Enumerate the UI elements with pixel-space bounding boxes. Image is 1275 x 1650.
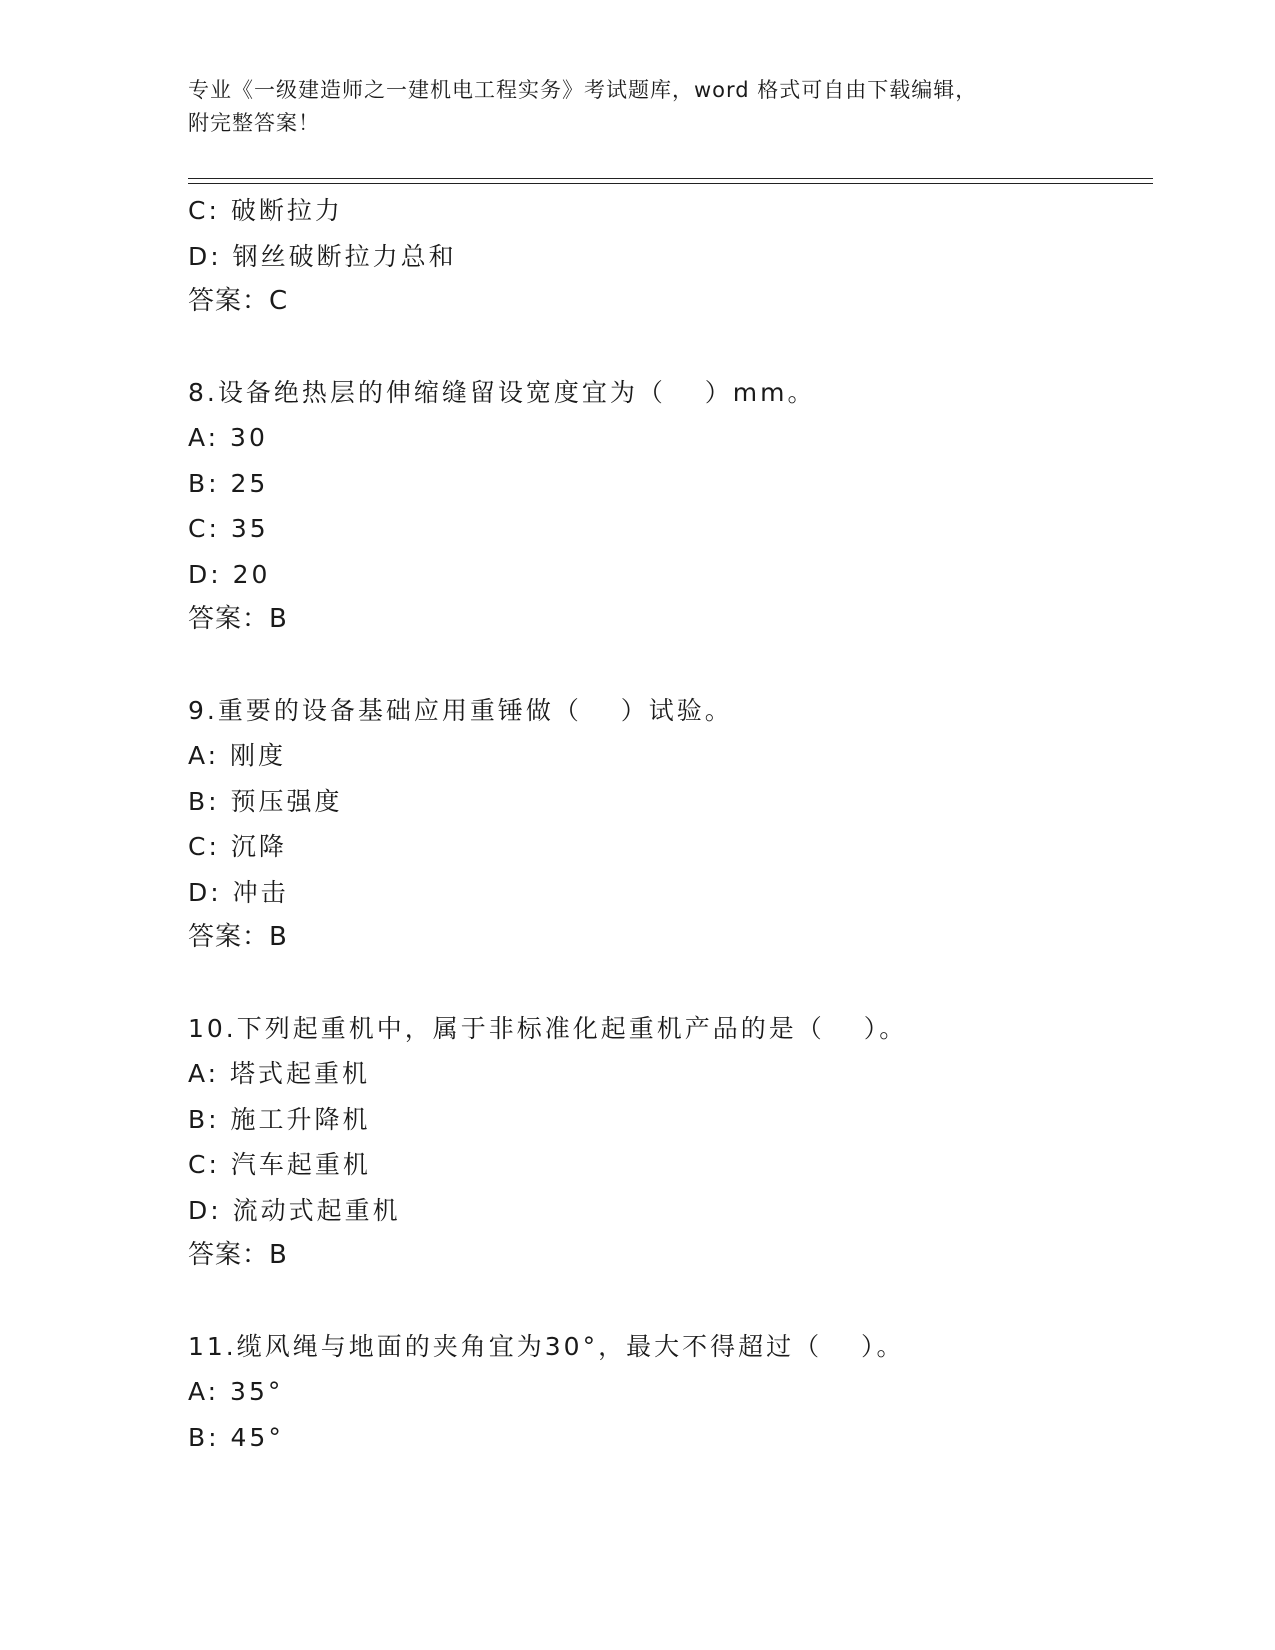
question-block-9 bbox=[188, 688, 1148, 961]
question-text: 9.重要的设备基础应用重锤做（ ）试验。 bbox=[188, 695, 733, 725]
header-divider-bottom bbox=[188, 183, 1153, 184]
answer-label: 答案：B bbox=[188, 604, 288, 634]
question-block-11 bbox=[188, 1324, 1148, 1461]
option-b: B: 预压强度 bbox=[188, 786, 343, 816]
option-c: C: 破断拉力 bbox=[188, 196, 343, 225]
block-spacer bbox=[188, 1279, 1148, 1324]
option-a: A: 30 bbox=[188, 423, 268, 452]
question-block-7 bbox=[188, 188, 1148, 325]
block-spacer bbox=[188, 961, 1148, 1006]
option-d: D: 20 bbox=[188, 559, 271, 589]
question-list bbox=[188, 188, 1148, 1460]
question-block-8 bbox=[188, 370, 1148, 643]
option-a: A: 塔式起重机 bbox=[188, 1059, 371, 1088]
question-text: 11.缆风绳与地面的夹角宜为30°，最大不得超过（ ）。 bbox=[188, 1331, 905, 1361]
option-c: C: 35 bbox=[188, 514, 269, 543]
answer-label: 答案：B bbox=[188, 922, 288, 952]
option-a: A: 35° bbox=[188, 1377, 284, 1406]
answer-label: 答案：C bbox=[188, 286, 289, 316]
question-text: 8.设备绝热层的伸缩缝留设宽度宜为（ ）mm。 bbox=[188, 377, 816, 407]
header-line-2: 附完整答案！ bbox=[188, 111, 320, 135]
answer-label: 答案：B bbox=[188, 1240, 288, 1270]
option-d: D: 流动式起重机 bbox=[188, 1195, 401, 1225]
option-a: A: 刚度 bbox=[188, 741, 287, 770]
question-block-10 bbox=[188, 1006, 1148, 1279]
option-d: D: 钢丝破断拉力总和 bbox=[188, 241, 457, 271]
option-d: D: 冲击 bbox=[188, 877, 289, 907]
option-b: B: 45° bbox=[188, 1422, 284, 1452]
option-c: C: 汽车起重机 bbox=[188, 1150, 371, 1179]
header-divider-top bbox=[188, 178, 1153, 179]
block-spacer bbox=[188, 643, 1148, 688]
block-spacer bbox=[188, 325, 1148, 370]
option-b: B: 施工升降机 bbox=[188, 1104, 371, 1134]
document-header bbox=[188, 74, 1088, 140]
header-line-1: 专业《一级建造师之一建机电工程实务》考试题库，word 格式可自由下载编辑， bbox=[188, 78, 978, 102]
question-text: 10.下列起重机中，属于非标准化起重机产品的是（ ）。 bbox=[188, 1013, 908, 1043]
option-b: B: 25 bbox=[188, 468, 269, 498]
option-c: C: 沉降 bbox=[188, 832, 287, 861]
